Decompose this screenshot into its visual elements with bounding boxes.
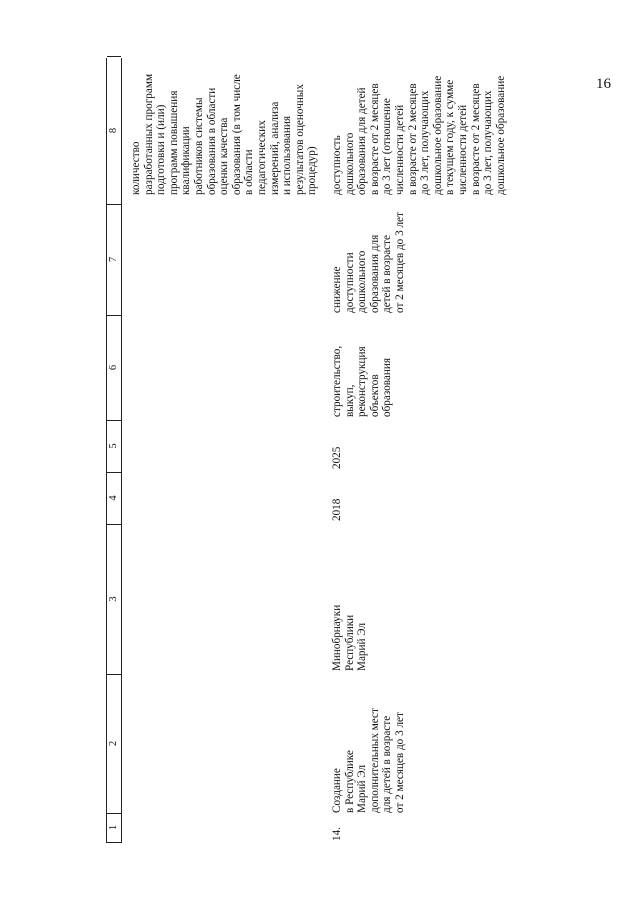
header-col-8: 8: [107, 56, 121, 205]
row14-executor-line: Республики: [343, 614, 356, 671]
row14-result: [331, 205, 407, 313]
prev-indicator-line: подготовки и (или): [155, 104, 168, 195]
row14-indicator-line: дошкольное образование: [431, 75, 444, 195]
row14-result-line: снижение: [331, 266, 343, 313]
header-col-7: 7: [107, 204, 121, 316]
row14-name-line: от 2 месяцев до 3 лет: [393, 712, 406, 813]
row14-name: [331, 677, 407, 813]
prev-indicator-line: квалификации: [180, 126, 193, 195]
prev-indicator-line: программ повышения: [167, 90, 180, 195]
row14-start-year: 2018: [331, 498, 343, 521]
header-col-1: 1: [107, 813, 121, 843]
row14-executor: [331, 531, 369, 671]
row14-indicator-line: в возрасте от 2 месяцев: [469, 83, 482, 195]
header-col-3: 3: [107, 524, 121, 675]
prev-indicator-line: измерений, анализа: [268, 101, 281, 195]
row14-activity-line: выкуп,: [343, 384, 356, 417]
row14-indicator-line: в возрасте от 2 месяцев: [368, 83, 381, 195]
row14-activity-line: объектов: [368, 374, 381, 417]
prev-indicator-line: образования в области: [205, 87, 218, 195]
row14-number: 14.: [331, 827, 343, 841]
row14-result-line: детей в возрасте: [381, 235, 394, 313]
prev-indicator-line: и использования: [281, 115, 294, 195]
row14-activity-line: строительство,: [331, 345, 343, 417]
prev-indicator-line: количество: [130, 141, 142, 195]
prev-row-indicator: [130, 63, 319, 195]
row14-indicator-line: доступность: [331, 135, 343, 195]
row14-indicator-line: образования для детей: [356, 87, 369, 195]
row14-activity: [331, 319, 394, 417]
prev-indicator-line: процедур): [306, 146, 319, 195]
row14-activity-line: образования: [381, 357, 394, 417]
header-col-4: 4: [107, 472, 121, 525]
row14-indicator-line: до 3 лет, получающих: [419, 90, 432, 195]
row14-indicator-line: до 3 лет (отношение: [381, 98, 394, 195]
row14-name-line: для детей в возрасте: [381, 715, 394, 813]
prev-indicator-line: в области: [243, 149, 256, 195]
row14-executor-line: Минобрнауки: [331, 604, 343, 671]
row14-activity-line: реконструкция: [356, 346, 369, 417]
row14-result-line: дошкольного: [356, 250, 369, 313]
row14-name-line: Марий Эл: [356, 764, 369, 813]
row14-indicator-line: численности детей: [456, 104, 469, 195]
row14-name-line: Создание: [331, 768, 343, 813]
row14-indicator: [331, 63, 507, 195]
row14-executor-line: Марий Эл: [356, 622, 369, 671]
header-col-5: 5: [107, 420, 121, 473]
prev-indicator-line: педагогических: [255, 120, 268, 195]
prev-indicator-line: работников системы: [192, 97, 205, 195]
prev-indicator-line: образования (в том числе: [230, 74, 243, 195]
row14-indicator-line: в текущем году, к сумме: [444, 79, 457, 195]
prev-indicator-line: оценки качества: [218, 117, 231, 195]
row14-indicator-line: численности детей: [393, 104, 406, 195]
prev-indicator-line: разработанных программ: [142, 73, 155, 195]
prev-indicator-line: результатов оценочных: [293, 84, 306, 195]
page-number: 16: [596, 76, 611, 92]
header-col-6: 6: [107, 315, 121, 421]
row14-indicator-line: до 3 лет, получающих: [482, 90, 495, 195]
row14-indicator-line: в возрасте от 2 месяцев: [406, 83, 419, 195]
row14-result-line: образования для: [368, 234, 381, 313]
row14-name-line: в Республике: [343, 750, 356, 813]
table-header-row: [106, 58, 122, 843]
row14-result-line: от 2 месяцев до 3 лет: [393, 212, 406, 313]
row14-result-line: доступности: [343, 252, 356, 313]
header-col-2: 2: [107, 674, 121, 814]
row14-end-year: 2025: [331, 446, 343, 469]
row14-indicator-line: дошкольного: [343, 132, 356, 195]
row14-indicator-line: дошкольное образование: [494, 75, 507, 195]
row14-name-line: дополнительных мест: [368, 708, 381, 813]
